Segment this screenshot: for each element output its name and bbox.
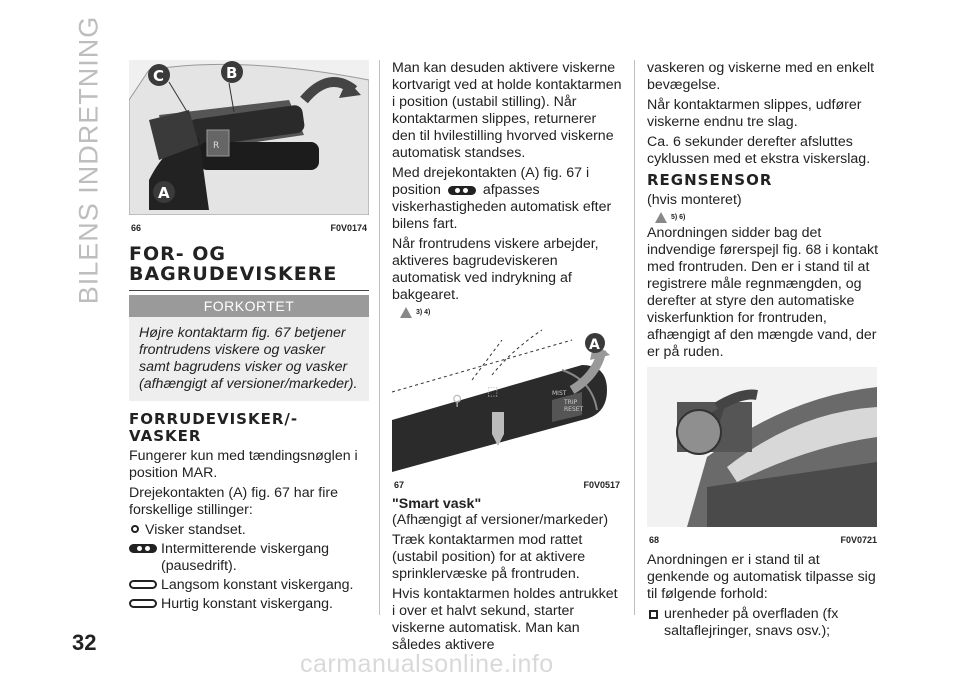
svg-text:⚲: ⚲ xyxy=(452,393,463,409)
wiper-position-fast: Hurtig konstant viskergang. xyxy=(129,596,369,613)
label-b: B xyxy=(226,64,238,82)
intermittent-icon xyxy=(129,544,157,553)
bullet-square-icon xyxy=(649,610,658,619)
paragraph: Fungerer kun med tændingsnøglen i position MAR. xyxy=(129,448,358,481)
figure-code: F0V0721 xyxy=(840,535,877,545)
section-title: FOR- OG BAGRUDEVISKERE xyxy=(129,244,369,291)
warning-reference: 3) 4) xyxy=(400,307,622,318)
label-a: A xyxy=(589,337,600,353)
paragraph: vaskeren og viskerne med en enkelt bevægelse. xyxy=(647,60,875,93)
lever-text-reset: RESET xyxy=(564,406,584,413)
watermark-footer: carmanualsonline.info xyxy=(300,650,554,678)
summary-band: FORKORTET xyxy=(129,295,369,317)
column-2 xyxy=(392,60,622,657)
side-chapter-title: BILENS INDRETNING xyxy=(73,15,104,305)
paragraph: Anordningen er i stand til at genkende og automatisk tilpasse sig til følgende forhold: xyxy=(647,552,876,602)
paragraph: Anordningen sidder bag det indvendige førerspejl fig. 68 i kontakt med frontruden. Den er i stand til at registrere måle regnmængden, og derefter at styre den automatiske viskerfunktion for frontruden, afhængigt af den mængde vand, der er på ruden. xyxy=(647,225,879,360)
wiper-position-off: Visker standset. xyxy=(129,522,369,539)
paragraph: (hvis monteret) xyxy=(647,192,742,208)
figure-68-image xyxy=(647,367,877,527)
figure-code: F0V0174 xyxy=(330,223,367,233)
paragraph: Ca. 6 sekunder derefter afsluttes cyklussen med et ekstra viskerslag. xyxy=(647,134,871,167)
list-item: urenheder på overfladen (fx saltaflejringer, snavs osv.); xyxy=(647,606,879,640)
paragraph: Drejekontakten (A) fig. 67 har fire forskellige stillinger: xyxy=(129,485,338,518)
auto-position-icon xyxy=(448,186,476,195)
figure-number: 67 xyxy=(394,480,405,490)
figure-code: F0V0517 xyxy=(583,480,620,490)
slow-wipe-icon xyxy=(129,580,157,589)
paragraph: Træk kontaktarmen mod rattet (ustabil position) for at aktivere sprinklervæske på frontruden. xyxy=(392,532,586,582)
warning-triangle-icon xyxy=(400,307,412,318)
switch-text: R xyxy=(213,141,220,151)
warning-reference: 5) 6) xyxy=(655,212,879,223)
subsection-title: FORRUDEVISKER/-VASKER xyxy=(129,410,299,445)
fast-wipe-icon xyxy=(129,599,157,608)
lever-text-trip: TRIP xyxy=(564,399,578,406)
wiper-position-slow: Langsom konstant viskergang. xyxy=(129,577,369,594)
warning-triangle-icon xyxy=(655,212,667,223)
page-number: 32 xyxy=(72,630,97,655)
label-a: A xyxy=(158,184,170,202)
paragraph: Med drejekontakten (A) fig. 67 i position afpasses viskerhastigheden automatisk efter bilens fart. xyxy=(392,165,612,232)
circle-off-icon xyxy=(131,525,139,533)
column-divider xyxy=(379,60,380,615)
column-1 xyxy=(129,60,369,615)
label-c: C xyxy=(153,67,165,85)
column-divider xyxy=(634,60,635,615)
figure-67 xyxy=(392,320,622,493)
intro-text: Højre kontaktarm fig. 67 betjener frontrudens viskere og vasker samt bagrudens visker og vasker (afhængigt af versioner/markeder). xyxy=(129,317,369,401)
figure-67-image xyxy=(392,320,622,472)
lever-text-mist: MIST xyxy=(552,390,567,397)
figure-68-caption xyxy=(647,532,879,548)
rain-sensor-title: REGNSENSOR xyxy=(647,171,773,189)
figure-66-caption xyxy=(129,220,369,236)
svg-text:⬚: ⬚ xyxy=(487,384,499,398)
figure-66 xyxy=(129,60,369,236)
figure-68 xyxy=(647,367,879,548)
figure-67-caption xyxy=(392,477,622,493)
figure-number: 66 xyxy=(131,223,142,233)
paragraph: Når frontrudens viskere arbejder, aktiveres bagrudeviskeren automatisk ved indrykning af bakgearet. xyxy=(392,236,599,303)
paragraph: Når kontaktarmen slippes, udfører viskerne endnu tre slag. xyxy=(647,97,862,130)
smart-wash-title: "Smart vask" xyxy=(392,496,482,512)
wiper-position-intermittent: Intermitterende viskergang (pausedrift). xyxy=(129,541,369,575)
figure-66-image xyxy=(129,60,369,215)
column-3 xyxy=(647,60,879,642)
paragraph: Hvis kontaktarmen holdes antrukket i over et halvt sekund, starter viskerne automatisk. Man kan således aktivere xyxy=(392,586,618,653)
paragraph: Man kan desuden aktivere viskerne kortvarigt ved at holde kontaktarmen i position (ustabil stilling). Når kontaktarmen slippes, returnerer den til hvilestilling hvorved viskerne automatisk standses. xyxy=(392,60,622,161)
paragraph: (Afhængigt af versioner/markeder) xyxy=(392,512,609,528)
figure-number: 68 xyxy=(649,535,660,545)
